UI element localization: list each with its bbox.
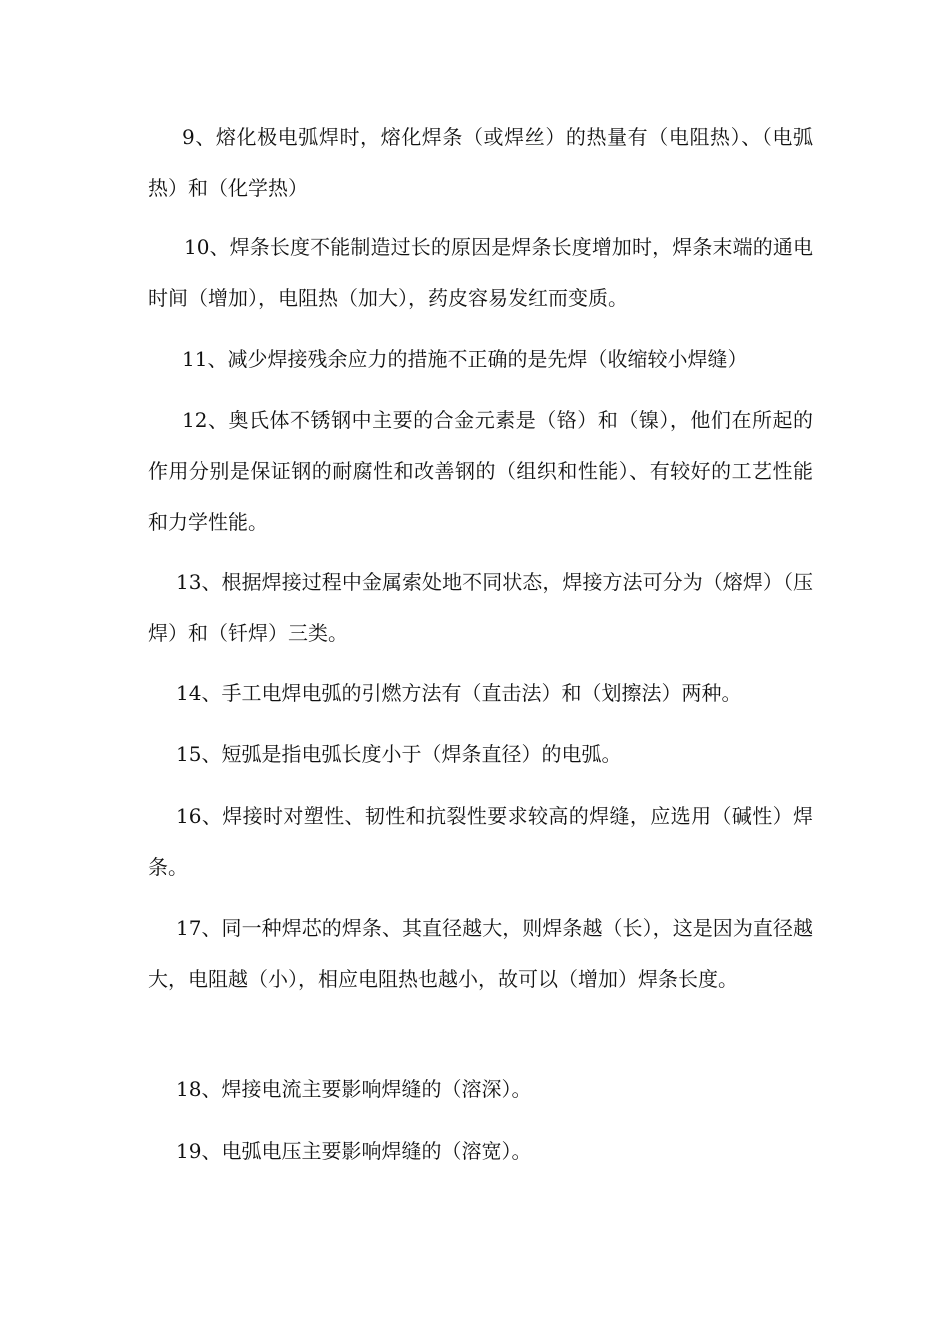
paragraph-14: 14、手工电焊电弧的引燃方法有（直击法）和（划擦法）两种。 bbox=[176, 681, 742, 705]
paragraph-17: 17、同一种焊芯的焊条、其直径越大，则焊条越（长），这是因为直径越大，电阻越（小），相应电阻热也越小，故可以（增加）焊条长度。 bbox=[148, 916, 813, 991]
paragraph-13: 13、根据焊接过程中金属索处地不同状态，焊接方法可分为（熔焊）（压焊）和（钎焊）三类。 bbox=[148, 570, 813, 645]
paragraph-19: 19、电弧电压主要影响焊缝的（溶宽）。 bbox=[176, 1139, 532, 1163]
paragraph-9: 9、熔化极电弧焊时，熔化焊条（或焊丝）的热量有（电阻热）、（电弧热）和（化学热） bbox=[148, 125, 813, 200]
paragraph-10: 10、焊条长度不能制造过长的原因是焊条长度增加时，焊条末端的通电时间（增加），电阻热（加大），药皮容易发红而变质。 bbox=[148, 235, 813, 310]
paragraph-11: 11、减少焊接残余应力的措施不正确的是先焊（收缩较小焊缝） bbox=[182, 347, 748, 371]
paragraph-18: 18、焊接电流主要影响焊缝的（溶深）。 bbox=[176, 1077, 532, 1101]
paragraph-15: 15、短弧是指电弧长度小于（焊条直径）的电弧。 bbox=[176, 742, 622, 766]
paragraph-12: 12、奥氏体不锈钢中主要的合金元素是（铬）和（镍），他们在所起的作用分别是保证钢的耐腐性和改善钢的（组织和性能）、有较好的工艺性能和力学性能。 bbox=[148, 408, 813, 534]
paragraph-16: 16、焊接时对塑性、韧性和抗裂性要求较高的焊缝，应选用（碱性）焊条。 bbox=[148, 804, 813, 879]
